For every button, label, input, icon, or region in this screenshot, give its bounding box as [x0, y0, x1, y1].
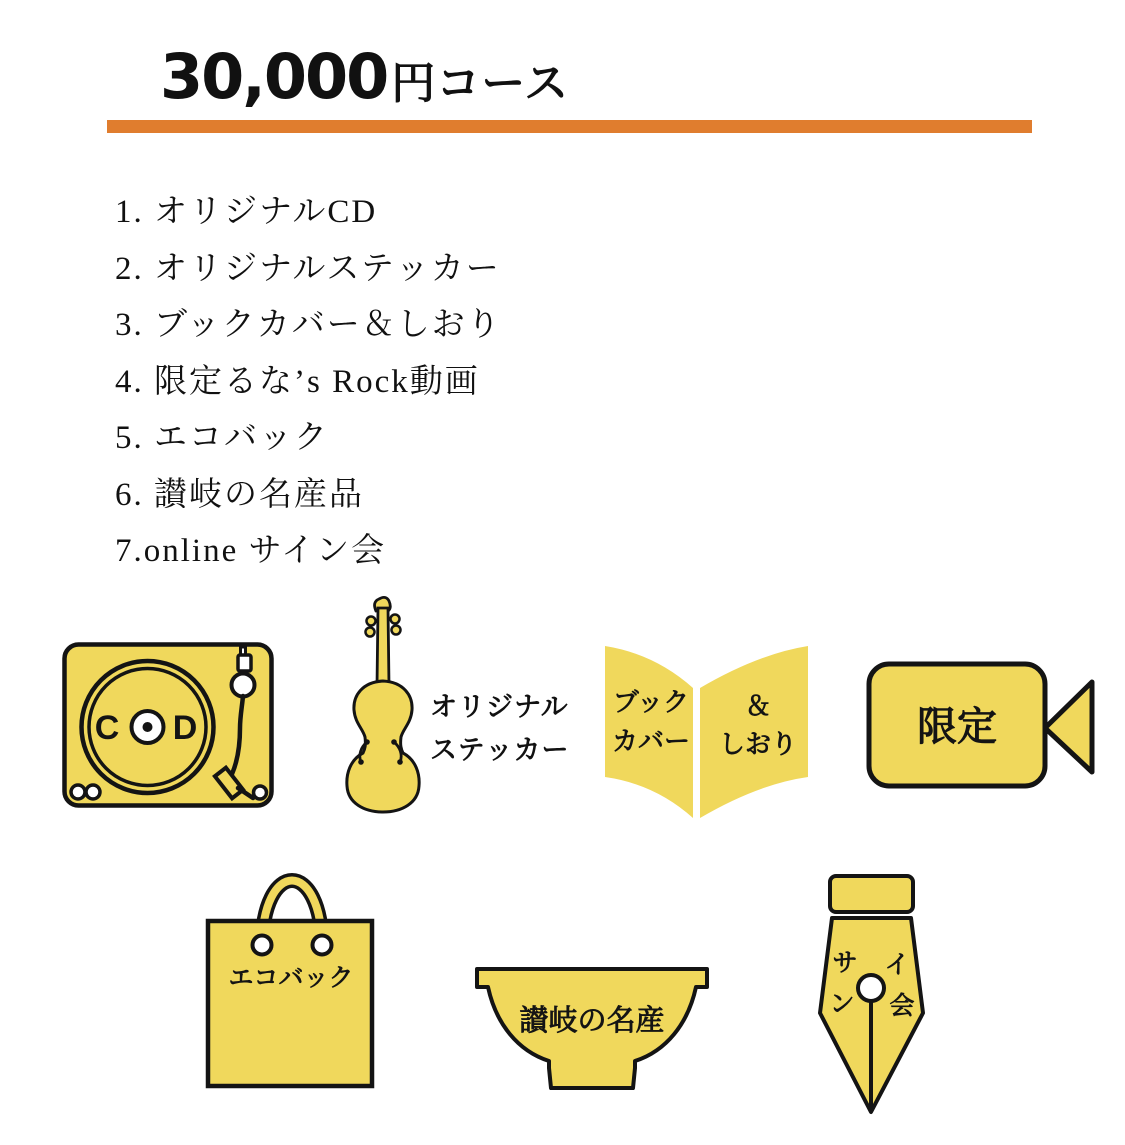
pen-char-bottom-left: ン — [829, 990, 855, 1018]
course-title — [160, 40, 569, 113]
video-camera-icon — [866, 660, 1098, 790]
cd-letter-c: C — [94, 709, 120, 747]
reward-item-6: 6. 讃岐の名産品 — [115, 476, 364, 513]
rewards-list — [115, 184, 502, 580]
course-amount: 30,000 — [160, 40, 388, 113]
reward-item-5: 5. エコバック — [115, 420, 329, 456]
book-label-left-top: ブック — [612, 687, 690, 717]
eco-bag-icon — [205, 870, 377, 1098]
course-suffix: 円コース — [391, 59, 570, 108]
pen-char-top-right: イ — [884, 951, 910, 979]
bowl-label: 讃岐の名産 — [519, 1005, 665, 1037]
book-label-right-bottom: しおり — [718, 729, 798, 759]
bowl-icon — [474, 966, 710, 1094]
pen-char-bottom-right: 会 — [889, 992, 915, 1020]
book-label-left-bottom: カバー — [611, 726, 691, 756]
pen-char-top-left: サ — [832, 949, 858, 977]
open-book-icon — [603, 644, 815, 820]
turntable-cd-icon — [62, 642, 274, 808]
reward-item-2: 2. オリジナルステッカー — [115, 250, 501, 287]
ecobag-label: エコバック — [228, 964, 354, 992]
reward-item-7: 7.online サイン会 — [115, 533, 387, 569]
book-label-right-top: ＆ — [744, 691, 772, 721]
sticker-label-line1: オリジナル — [430, 692, 569, 722]
cd-letter-d: D — [172, 709, 198, 747]
reward-item-3: 3. ブックカバー＆しおり — [115, 307, 502, 343]
sticker-label — [430, 686, 570, 772]
video-label: 限定 — [917, 705, 997, 749]
sticker-label-line2: ステッカー — [430, 735, 570, 765]
accent-divider-bar — [107, 120, 1032, 133]
reward-item-1: 1. オリジナルCD — [115, 194, 378, 230]
reward-item-4: 4. 限定るな’s Rock動画 — [115, 363, 480, 400]
violin-icon — [345, 596, 425, 816]
pen-nib-icon — [818, 872, 926, 1120]
